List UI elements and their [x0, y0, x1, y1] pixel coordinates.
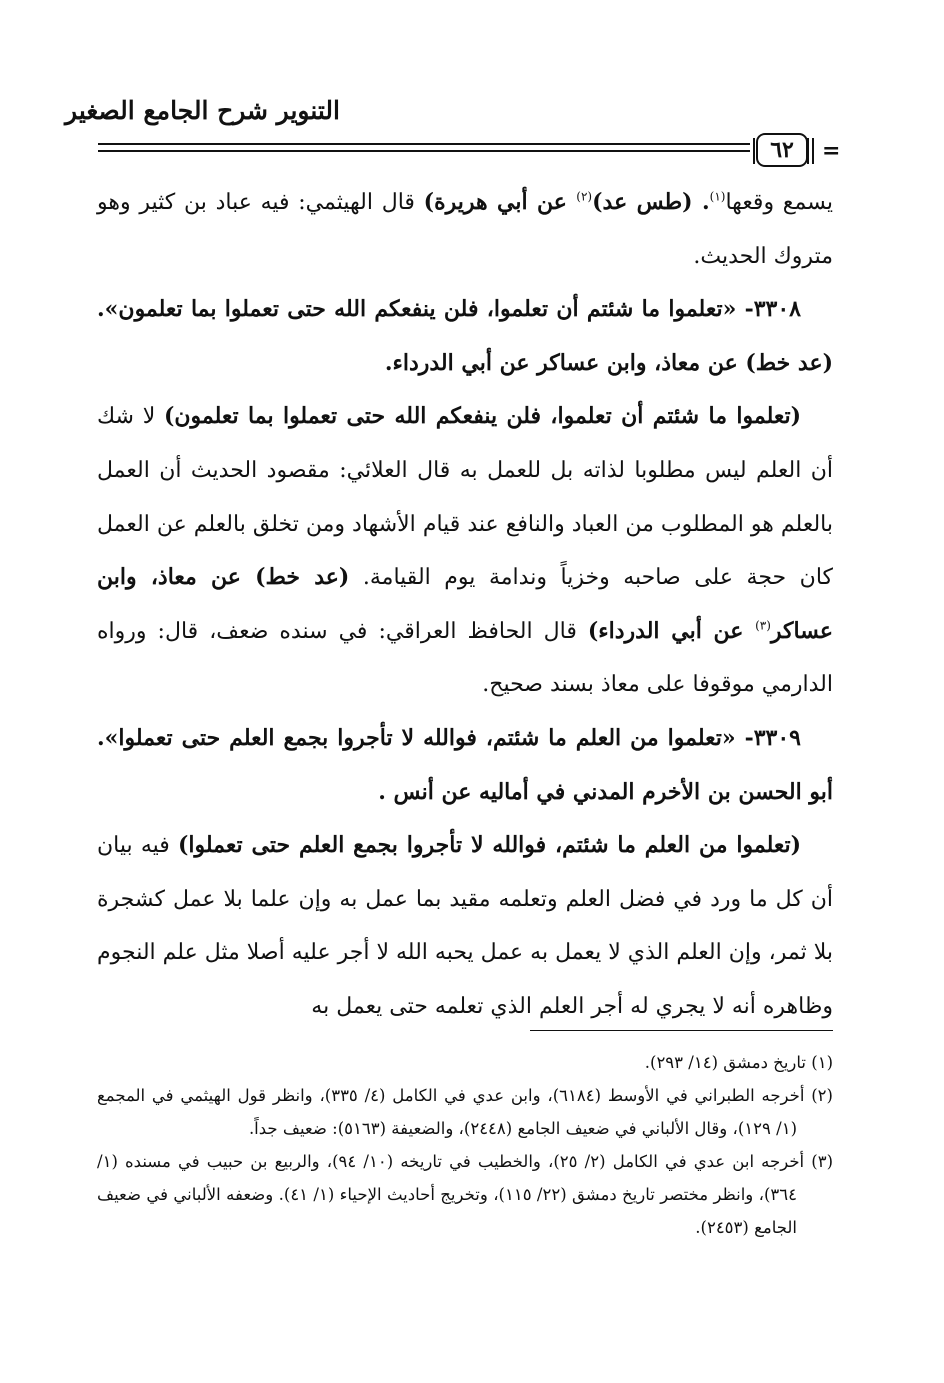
- paragraph-continuation: يسمع وقعها$^{(١)}$. (طس عد)$^{(٢)}$ عن أبي هريرة) قال الهيثمي: فيه عباد بن كثير وهو متروك الحديث.: [97, 189, 833, 269]
- footnote-ref-2: (٢): [576, 189, 593, 204]
- footnote-1: (١) تاريخ دمشق (١٤/ ٢٩٣).: [644, 1053, 833, 1072]
- commentary-3309: (تعلموا من العلم ما شئتم، فوالله لا تأجروا بجمع العلم حتى تعملوا) فيه بيان أن كل ما ورد في فضل العلم وتعلمه مقيد بما عمل به وإن علما بلا عمل كشجرة بلا ثمر، وإن العلم الذي لا يعمل به عمل يحبه الله لا أجر عليه أصلا مثل علم النجوم وظاهره أنه لا يجري له أجر العلم الذي تعلمه حتى يعمل به: [97, 832, 833, 1019]
- footnote-ref-3: (٣): [755, 618, 771, 633]
- main-text: [97, 176, 833, 1034]
- commentary-3308: (تعلموا ما شئتم أن تعلموا، فلن ينفعكم الله حتى تعملوا بما تعلمون) لا شك أن العلم ليس مطلوبا لذاته بل للعمل به قال العلائي: مقصود الحديث أن العمل بالعلم هو المطلوب من العباد والنافع عند قيام الأشهاد ومن تخلق بالعلم عن العمل كان حجة على صاحبه وخزياً وندامة يوم القيامة. (عد خط) عن معاذ، وابن عساكر$^{(٣)}$ عن أبي الدرداء) قال الحافظ العراقي: في سنده ضعف، قال: ورواه الدارمي موقوفا على معاذ بسند صحيح.: [97, 403, 834, 698]
- hadith-3309: ٣٣٠٩- «تعلموا من العلم ما شئتم، فوالله لا تأجروا بجمع العلم حتى تعملوا». أبو الحسن بن الأخرم المدني في أماليه عن أنس .: [97, 724, 833, 805]
- footnotes: [97, 1046, 833, 1244]
- header-rule-top: [98, 143, 750, 145]
- footnote-ref-1: (١): [709, 189, 726, 204]
- running-title: التنوير شرح الجامع الصغير: [65, 96, 340, 125]
- hadith-3308: ٣٣٠٨- «تعلموا ما شئتم أن تعلموا، فلن ينفعكم الله حتى تعملوا بما تعلمون». (عد خط) عن معاذ، وابن عساكر عن أبي الدرداء.: [97, 296, 833, 376]
- footnote-2: (٢) أخرجه الطبراني في الأوسط (٦١٨٤)، وابن عدي في الكامل (٤/ ٣٣٥)، وانظر قول الهيثمي في المجمع (١/ ١٢٩)، وقال الألباني في ضعيف الجامع (٢٤٤٨)، والضعيفة (٥١٦٣): ضعيف جداً.: [97, 1086, 833, 1138]
- footnote-separator: [530, 1030, 833, 1031]
- header-rule-bottom: [98, 150, 750, 152]
- page-number: ٦٢: [756, 133, 808, 167]
- footnote-3: (٣) أخرجه ابن عدي في الكامل (٢/ ٢٥)، والخطيب في تاريخه (١٠/ ٩٤)، والربيع بن حبيب في مسنده (١/ ٣٦٤)، وانظر مختصر تاريخ دمشق (٢٢/ ١١٥)، وتخريج أحاديث الإحياء (١/ ٤١). وضعفه الألباني في ضعيف الجامع (٢٤٥٣).: [97, 1152, 834, 1237]
- header-ornament: =: [822, 138, 841, 164]
